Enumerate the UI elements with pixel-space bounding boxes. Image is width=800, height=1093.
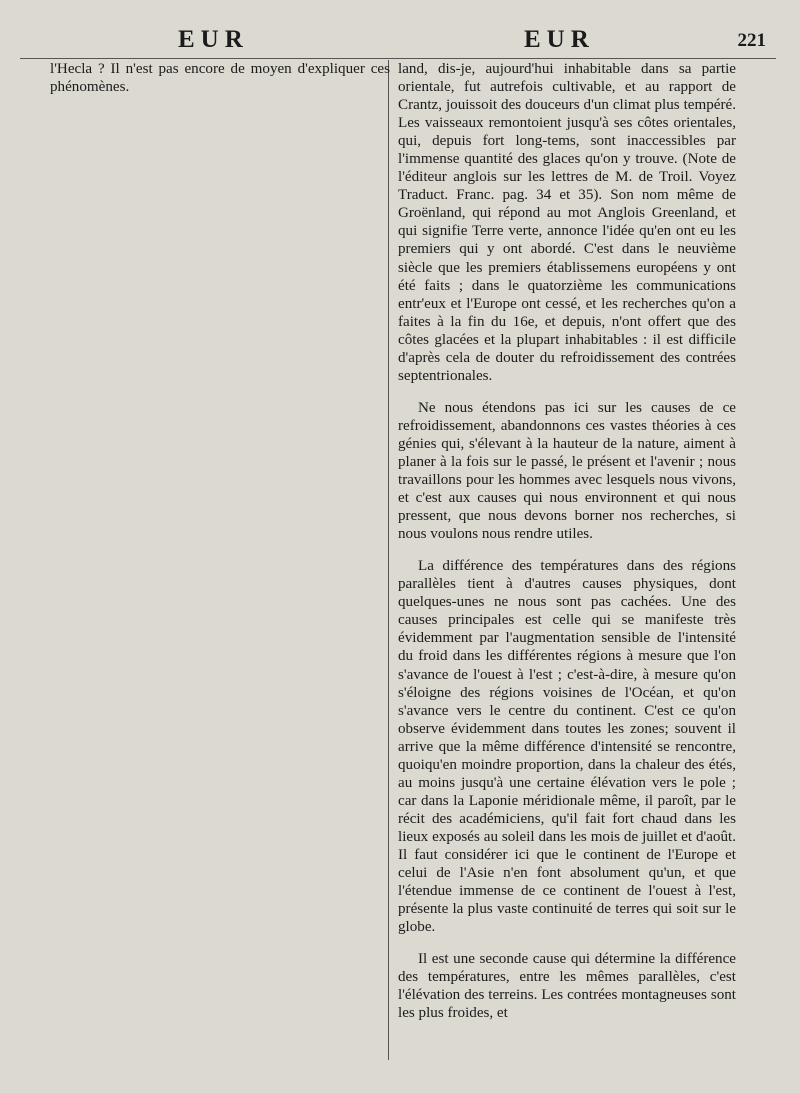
left-column [50, 60, 390, 110]
paragraph: Ne nous étendons pas ici sur les causes de ce refroidissement, abandonnons ces vastes théories à ces génies qui, s'élevant à la hauteur de la nature, aiment à planer à la fois sur le passé, le présent et l'avenir ; nous travaillons pour les hommes avec lesquels nous vivons, et c'est aux causes qui nous environnent et qui nous pressent, que nous devons borner nos recherches, si nous voulons nous rendre utiles. [398, 399, 736, 543]
header-rule [20, 58, 776, 59]
running-head-left: EUR [178, 26, 249, 53]
running-head-right: EUR [524, 26, 595, 53]
paragraph: l'Hecla ? Il n'est pas encore de moyen d'expliquer ces phénomènes. [50, 61, 390, 96]
page-number: 221 [737, 30, 766, 51]
right-column [398, 60, 736, 1036]
paragraph: land, dis-je, aujourd'hui inhabitable dans sa partie orientale, fut autrefois cultivable, et au rapport de Crantz, jouissoit des douceurs d'un climat plus tempéré. Les vaisseaux remontoient jusqu'à ses côtes orientales, qui, depuis fort long-tems, sont inaccessibles par l'immense quantité des glaces qu'on y trouve. (Note de l'éditeur anglois sur les lettres de M. de Troil. Voyez Traduct. Franc. pag. 34 et 35). Son nom même de Groënland, qui répond au mot Anglois Greenland, et qui signifie Terre verte, annonce l'idée qu'en ont eu les premiers qui y ont abordé. C'est dans le neuvième siècle que les premiers établissemens européens y ont été faits ; dans le quatorzième les communications entr'eux et l'Europe ont cessé, et les recherches qu'on a faites à la fin du 16e, et depuis, n'ont offert que des côtes glacées et la plupart inhabitables : il est difficile d'après cela de douter du refroidissement des contrées septentrionales. [398, 61, 736, 384]
paragraph: Il est une seconde cause qui détermine la différence des températures, entre les mêmes parallèles, c'est l'élévation des terreins. Les contrées montagneuses sont les plus froides, et [398, 951, 736, 1022]
paragraph: La différence des températures dans des régions parallèles tient à d'autres causes physiques, dont quelques-unes ne nous sont pas cachées. Une des causes principales est celle qui se manifeste très évidemment par l'augmentation sensible de l'intensité du froid dans les différentes régions à mesure que l'on s'avance de l'ouest à l'est ; c'est-à-dire, à mesure qu'on s'éloigne des régions voisines de l'Océan, et qu'on s'avance vers le centre du continent. C'est ce qu'on observe évidemment dans toutes les zones; souvent il arrive que la même différence d'intensité se rencontre, quoiqu'en moindre proportion, dans la chaleur des étés, au moins jusqu'à une certaine élévation vers le pole ; car dans la Laponie méridionale même, il paroît, par le récit des académiciens, qu'il fait fort chaud dans les lieux exposés au soleil dans les mois de juillet et d'août. Il faut considérer ici que le continent de l'Europe et celui de l'Asie n'en font absolument qu'un, et que l'étendue immense de ce continent de l'ouest à l'est, présente la plus vaste continuité de terres qui soit sur le globe. [398, 558, 736, 936]
column-divider [388, 60, 389, 1060]
